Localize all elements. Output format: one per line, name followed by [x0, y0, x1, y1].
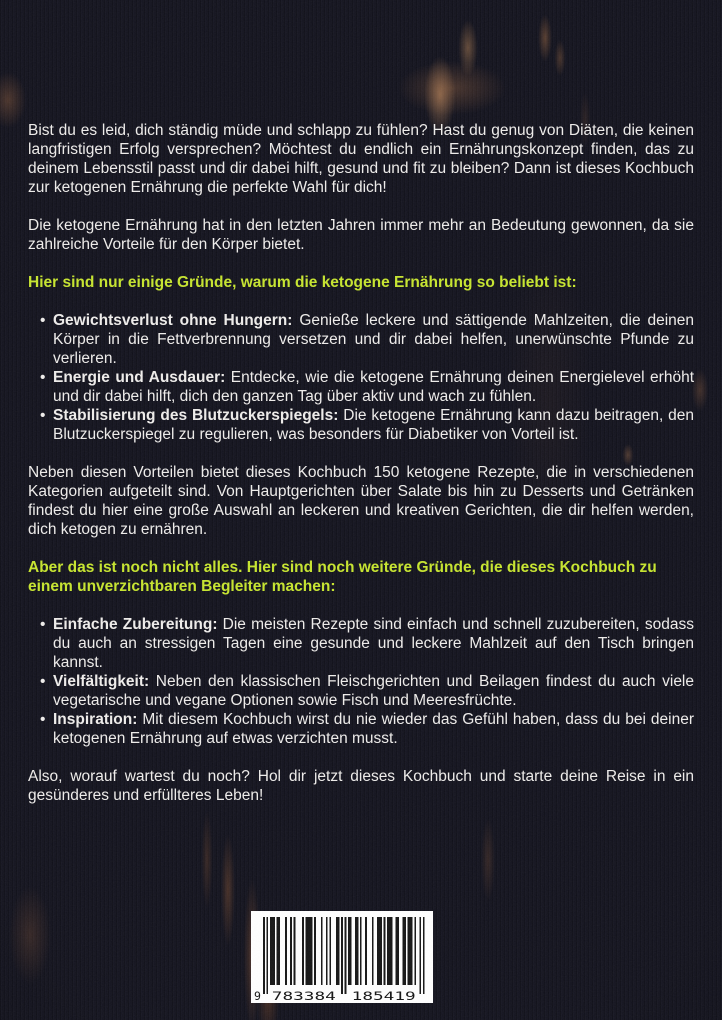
- middle-paragraph: Neben diesen Vorteilen bietet dieses Kochbuch 150 ketogene Rezepte, die in verschiedenen Kategorien aufgeteilt sind. Von Hauptgerichten über Salate bis hin zu Desserts und Getränken findest du hier eine große Auswahl an leckeren und kreativen Gerichten, die dir helfen werden, dich ketogen zu ernähren.: [28, 464, 694, 538]
- reasons-list: [28, 311, 694, 444]
- bullet-label: Stabilisierung des Blutzuckerspiegels:: [53, 407, 339, 424]
- bullet-icon: •: [40, 711, 46, 728]
- svg-text:783384: 783384: [271, 989, 336, 1003]
- features-heading: Aber das ist noch nicht alles. Hier sind noch weitere Gründe, die dieses Kochbuch zu einem unverzichtbaren Begleiter machen:: [28, 559, 657, 595]
- bullet-text: Genieße leckere und sättigende Mahlzeiten, die deinen Körper in die Fettverbrennung versetzen und dir dabei helfen, unerwünschte Pfunde zu verlieren.: [53, 312, 695, 367]
- list-item: [28, 368, 694, 406]
- list-item: [28, 615, 694, 672]
- svg-text:9: 9: [254, 989, 261, 1003]
- barcode-svg: [251, 911, 433, 1003]
- bullet-icon: •: [40, 616, 46, 633]
- bullet-icon: •: [40, 673, 46, 690]
- bullet-text: Entdecke, wie die ketogene Ernährung deinen Energielevel erhöht und dir dabei hilft, dich den ganzen Tag über aktiv und wach zu fühlen.: [53, 369, 695, 405]
- bullet-icon: •: [40, 407, 46, 424]
- bullet-text: Neben den klassischen Fleischgerichten und Beilagen findest du auch viele vegetarische und vegane Optionen sowie Fisch und Meeresfrüchte.: [53, 673, 694, 709]
- features-list: [28, 615, 694, 748]
- intro-paragraph-2: Die ketogene Ernährung hat in den letzten Jahren immer mehr an Bedeutung gewonnen, da sie zahlreiche Vorteile für den Körper bietet.: [28, 217, 694, 253]
- bullet-label: Gewichtsverlust ohne Hungern:: [53, 312, 293, 329]
- bullet-label: Vielfältigkeit:: [53, 673, 150, 690]
- reasons-heading: Hier sind nur einige Gründe, warum die ketogene Ernährung so beliebt ist:: [28, 274, 577, 291]
- bullet-text: Die ketogene Ernährung kann dazu beitragen, den Blutzuckerspiegel zu regulieren, was besonders für Diabetiker von Vorteil ist.: [53, 407, 694, 443]
- bullet-icon: •: [40, 369, 46, 386]
- barcode-bars: [263, 917, 425, 994]
- bullet-label: Energie und Ausdauer:: [53, 369, 226, 386]
- back-cover-text: [28, 121, 694, 805]
- bullet-label: Einfache Zubereitung:: [53, 616, 218, 633]
- bullet-label: Inspiration:: [53, 711, 138, 728]
- bullet-text: Die meisten Rezepte sind einfach und schnell zuzubereiten, sodass du auch an stressigen Tagen eine gesunde und leckere Mahlzeit auf den Tisch bringen kannst.: [53, 616, 694, 671]
- closing-paragraph: Also, worauf wartest du noch? Hol dir jetzt dieses Kochbuch und starte deine Reise in ein gesünderes und erfüllteres Leben!: [28, 768, 694, 804]
- bullet-text: Mit diesem Kochbuch wirst du nie wieder das Gefühl haben, dass du bei deiner ketogenen Ernährung auf etwas verzichten musst.: [53, 711, 694, 747]
- isbn-barcode: [251, 911, 433, 1003]
- list-item: [28, 311, 694, 368]
- list-item: [28, 672, 694, 710]
- svg-text:185419: 185419: [351, 989, 416, 1003]
- list-item: [28, 406, 694, 444]
- intro-paragraph-1: Bist du es leid, dich ständig müde und schlapp zu fühlen? Hast du genug von Diäten, die keinen langfristigen Erfolg versprechen? Möchtest du endlich ein Ernährungskonzept finden, das zu deinem Lebensstil passt und dir dabei hilft, gesund und fit zu bleiben? Dann ist dieses Kochbuch zur ketogenen Ernährung die perfekte Wahl für dich!: [28, 122, 694, 196]
- bullet-icon: •: [40, 312, 46, 329]
- list-item: [28, 710, 694, 748]
